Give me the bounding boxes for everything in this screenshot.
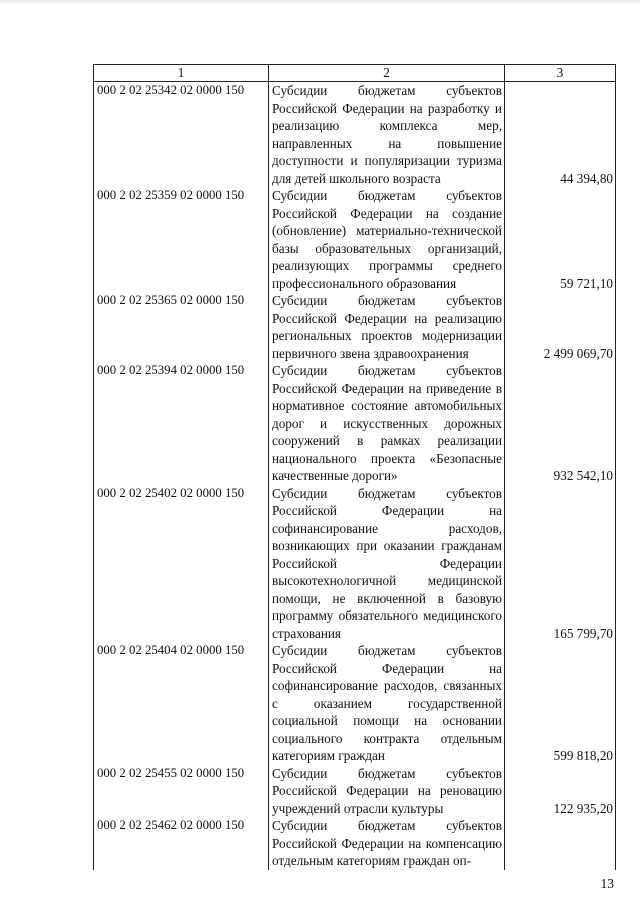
column-header-description: 2	[269, 65, 505, 82]
row-amount	[505, 817, 616, 870]
row-code: 000 2 02 25365 02 0000 150	[94, 292, 269, 362]
row-code: 000 2 02 25404 02 0000 150	[94, 642, 269, 765]
table-row	[94, 817, 616, 870]
table-row	[94, 82, 616, 188]
page-number: 13	[600, 876, 614, 891]
table-row	[94, 765, 616, 818]
row-code: 000 2 02 25342 02 0000 150	[94, 82, 269, 188]
column-header-amount: 3	[505, 65, 616, 82]
row-amount: 165 799,70	[505, 485, 616, 643]
row-amount: 44 394,80	[505, 82, 616, 188]
row-description: Субсидии бюджетам субъектов Российской Федерации на реновацию учреждений отрасли культуры	[269, 765, 505, 818]
table-row	[94, 362, 616, 485]
scan-edge-shadow	[0, 0, 640, 6]
budget-table	[93, 64, 616, 870]
row-code: 000 2 02 25455 02 0000 150	[94, 765, 269, 818]
row-amount: 599 818,20	[505, 642, 616, 765]
table-row	[94, 292, 616, 362]
row-description: Субсидии бюджетам субъектов Российской Федерации на софинансирование расходов, связанных с оказанием государственной социальной помощи на основании социального контракта отдельным категориям граждан	[269, 642, 505, 765]
row-description: Субсидии бюджетам субъектов Российской Федерации на разработку и реализацию комплекса мер, направленных на повышение доступности и популяризации туризма для детей школьного возраста	[269, 82, 505, 188]
row-code: 000 2 02 25359 02 0000 150	[94, 187, 269, 292]
row-description: Субсидии бюджетам субъектов Российской Федерации на реализацию региональных проектов модернизации первичного звена здравоохранения	[269, 292, 505, 362]
table-row	[94, 187, 616, 292]
table-header-row	[94, 65, 616, 82]
row-code: 000 2 02 25394 02 0000 150	[94, 362, 269, 485]
row-amount: 2 499 069,70	[505, 292, 616, 362]
row-description: Субсидии бюджетам субъектов Российской Федерации на приведение в нормативное состояние автомобильных дорог и искусственных дорожных сооружений в рамках реализации национального проекта «Безопасные качественные дороги»	[269, 362, 505, 485]
column-header-code: 1	[94, 65, 269, 82]
row-code: 000 2 02 25462 02 0000 150	[94, 817, 269, 870]
row-code: 000 2 02 25402 02 0000 150	[94, 485, 269, 643]
row-description: Субсидии бюджетам субъектов Российской Федерации на софинансирование расходов, возникающих при оказании гражданам Российской Федерации высокотехнологичной медицинской помощи, не включенной в базовую программу обязательного медицинского страхования	[269, 485, 505, 643]
table-row	[94, 642, 616, 765]
row-amount: 932 542,10	[505, 362, 616, 485]
table-row	[94, 485, 616, 643]
row-amount: 122 935,20	[505, 765, 616, 818]
row-description: Субсидии бюджетам субъектов Российской Федерации на компенсацию отдельным категориям граждан оп-	[269, 817, 505, 870]
row-description: Субсидии бюджетам субъектов Российской Федерации на создание (обновление) материально-технической базы образовательных организаций, реализующих программы среднего профессионального образования	[269, 187, 505, 292]
row-amount: 59 721,10	[505, 187, 616, 292]
